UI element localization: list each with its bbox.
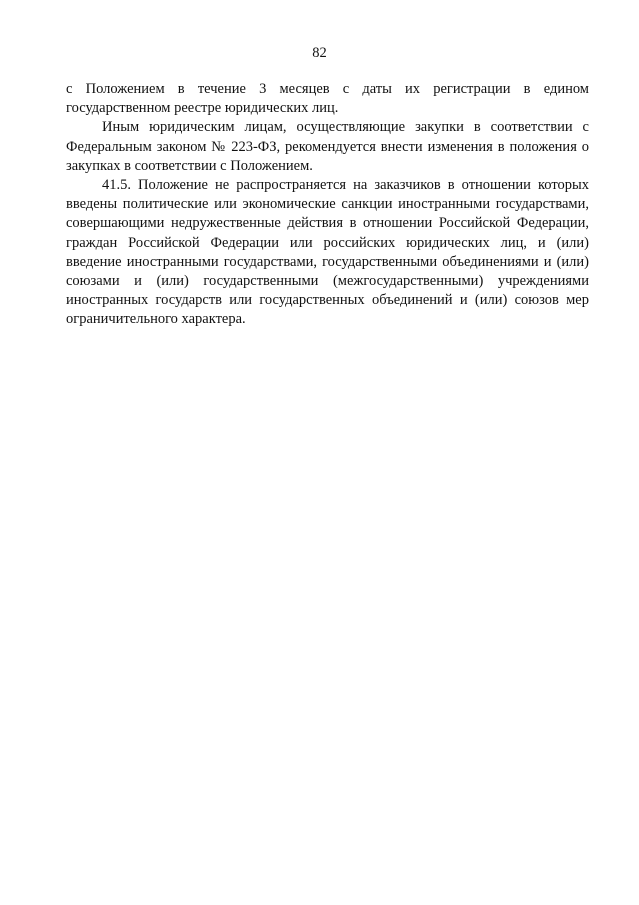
- page-number: 82: [312, 45, 327, 61]
- document-body: [66, 80, 589, 330]
- paragraph-other-legal-entities: Иным юридическим лицам, осуществляющие закупки в соответствии с Федеральным законом № 223-ФЗ, рекомендуется внести изменения в положения о закупках в соответствии с Положением.: [66, 119, 589, 174]
- paragraph-41-5: 41.5. Положение не распространяется на заказчиков в отношении которых введены политические или экономические санкции иностранными государствами, совершающими недружественные действия в отношении Российской Федерации, граждан Российской Федерации или российских юридических лиц, и (или) введение иностранными государствами, государственными объединениями и (или) союзами и (или) государственными (межгосударственными) учреждениями иностранных государств или государственных объединений и (или) союзов мер ограничительного характера.: [66, 177, 589, 328]
- paragraph-continuation: с Положением в течение 3 месяцев с даты их регистрации в едином государственном реестре юридических лиц.: [66, 81, 589, 117]
